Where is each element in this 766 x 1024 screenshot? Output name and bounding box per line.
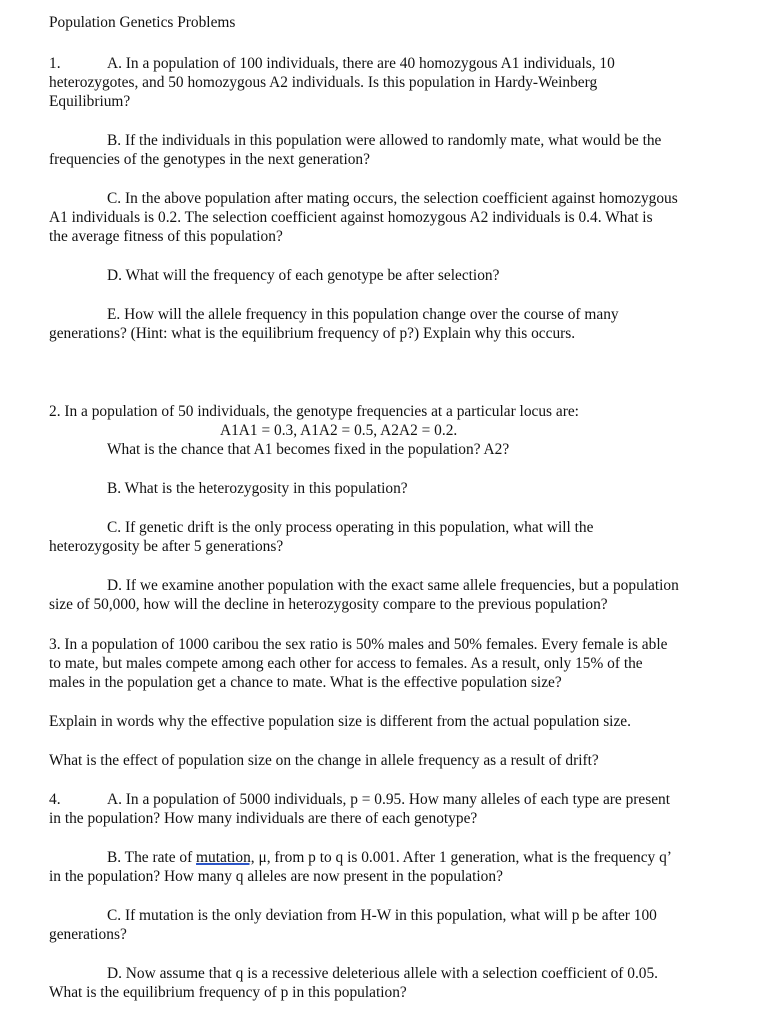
- q2d-line1: D. If we examine another population with the exact same allele frequencies, but a population: [107, 577, 679, 594]
- q1a-line3: Equilibrium?: [49, 93, 131, 110]
- q4d-line1: D. Now assume that q is a recessive deleterious allele with a selection coefficient of 0.05.: [107, 965, 659, 982]
- q3-line2: to mate, but males compete among each other for access to females. As a result, only 15% of the: [49, 655, 643, 672]
- q3-line1: 3. In a population of 1000 caribou the sex ratio is 50% males and 50% females. Every female is able: [49, 636, 668, 653]
- q4-number: 4.: [49, 791, 61, 808]
- q1c-line3: the average fitness of this population?: [49, 228, 283, 245]
- q4c-line1: C. If mutation is the only deviation from H-W in this population, what will p be after 100: [107, 907, 657, 924]
- q2-genotype-frequencies: A1A1 = 0.3, A1A2 = 0.5, A2A2 = 0.2.: [220, 422, 458, 439]
- q2c-line1: C. If genetic drift is the only process operating in this population, what will the: [107, 519, 594, 536]
- q2c-line2: heterozygosity be after 5 generations?: [49, 538, 284, 555]
- page-title: Population Genetics Problems: [49, 14, 236, 31]
- q2b-line1: B. What is the heterozygosity in this population?: [107, 480, 408, 497]
- q4a-line1: A. In a population of 5000 individuals, p = 0.95. How many alleles of each type are present: [107, 791, 671, 808]
- q1-number: 1.: [49, 55, 61, 72]
- q1d-line1: D. What will the frequency of each genotype be after selection?: [107, 267, 500, 284]
- q4b-line1-start: B. The rate of: [107, 849, 197, 866]
- q4b-line1-end: μ, from p to q is 0.001. After 1 generation, what is the frequency q’: [254, 849, 672, 866]
- q1e-line2: generations? (Hint: what is the equilibrium frequency of p?) Explain why this occurs.: [49, 325, 576, 342]
- q1b-line1: B. If the individuals in this population were allowed to randomly mate, what would be the: [107, 132, 662, 149]
- q2-line3: What is the chance that A1 becomes fixed in the population? A2?: [107, 441, 510, 458]
- mutation-link[interactable]: mutation,: [196, 849, 255, 866]
- q3-effect: What is the effect of population size on the change in allele frequency as a result of drift?: [49, 752, 599, 769]
- q1a-line2: heterozygotes, and 50 homozygous A2 individuals. Is this population in Hardy-Weinberg: [49, 74, 598, 91]
- q1a-line1: A. In a population of 100 individuals, there are 40 homozygous A1 individuals, 10: [107, 55, 615, 72]
- q1e-line1: E. How will the allele frequency in this population change over the course of many: [107, 306, 619, 323]
- q1b-line2: frequencies of the genotypes in the next generation?: [49, 151, 370, 168]
- q2d-line2: size of 50,000, how will the decline in heterozygosity compare to the previous population?: [49, 596, 608, 613]
- q1c-line2: A1 individuals is 0.2. The selection coefficient against homozygous A2 individuals is 0.4. What is: [49, 209, 653, 226]
- q4d-line2: What is the equilibrium frequency of p in this population?: [49, 984, 407, 1001]
- q2-line1: 2. In a population of 50 individuals, the genotype frequencies at a particular locus are:: [49, 403, 579, 420]
- q3-explain: Explain in words why the effective population size is different from the actual population size.: [49, 713, 631, 730]
- q4c-line2: generations?: [49, 926, 127, 943]
- q4b-line1: [107, 848, 672, 867]
- q4a-line2: in the population? How many individuals are there of each genotype?: [49, 810, 478, 827]
- q3-line3: males in the population get a chance to mate. What is the effective population size?: [49, 674, 562, 691]
- q1c-line1: C. In the above population after mating occurs, the selection coefficient against homozygous: [107, 190, 678, 207]
- q4b-line2: in the population? How many q alleles are now present in the population?: [49, 868, 503, 885]
